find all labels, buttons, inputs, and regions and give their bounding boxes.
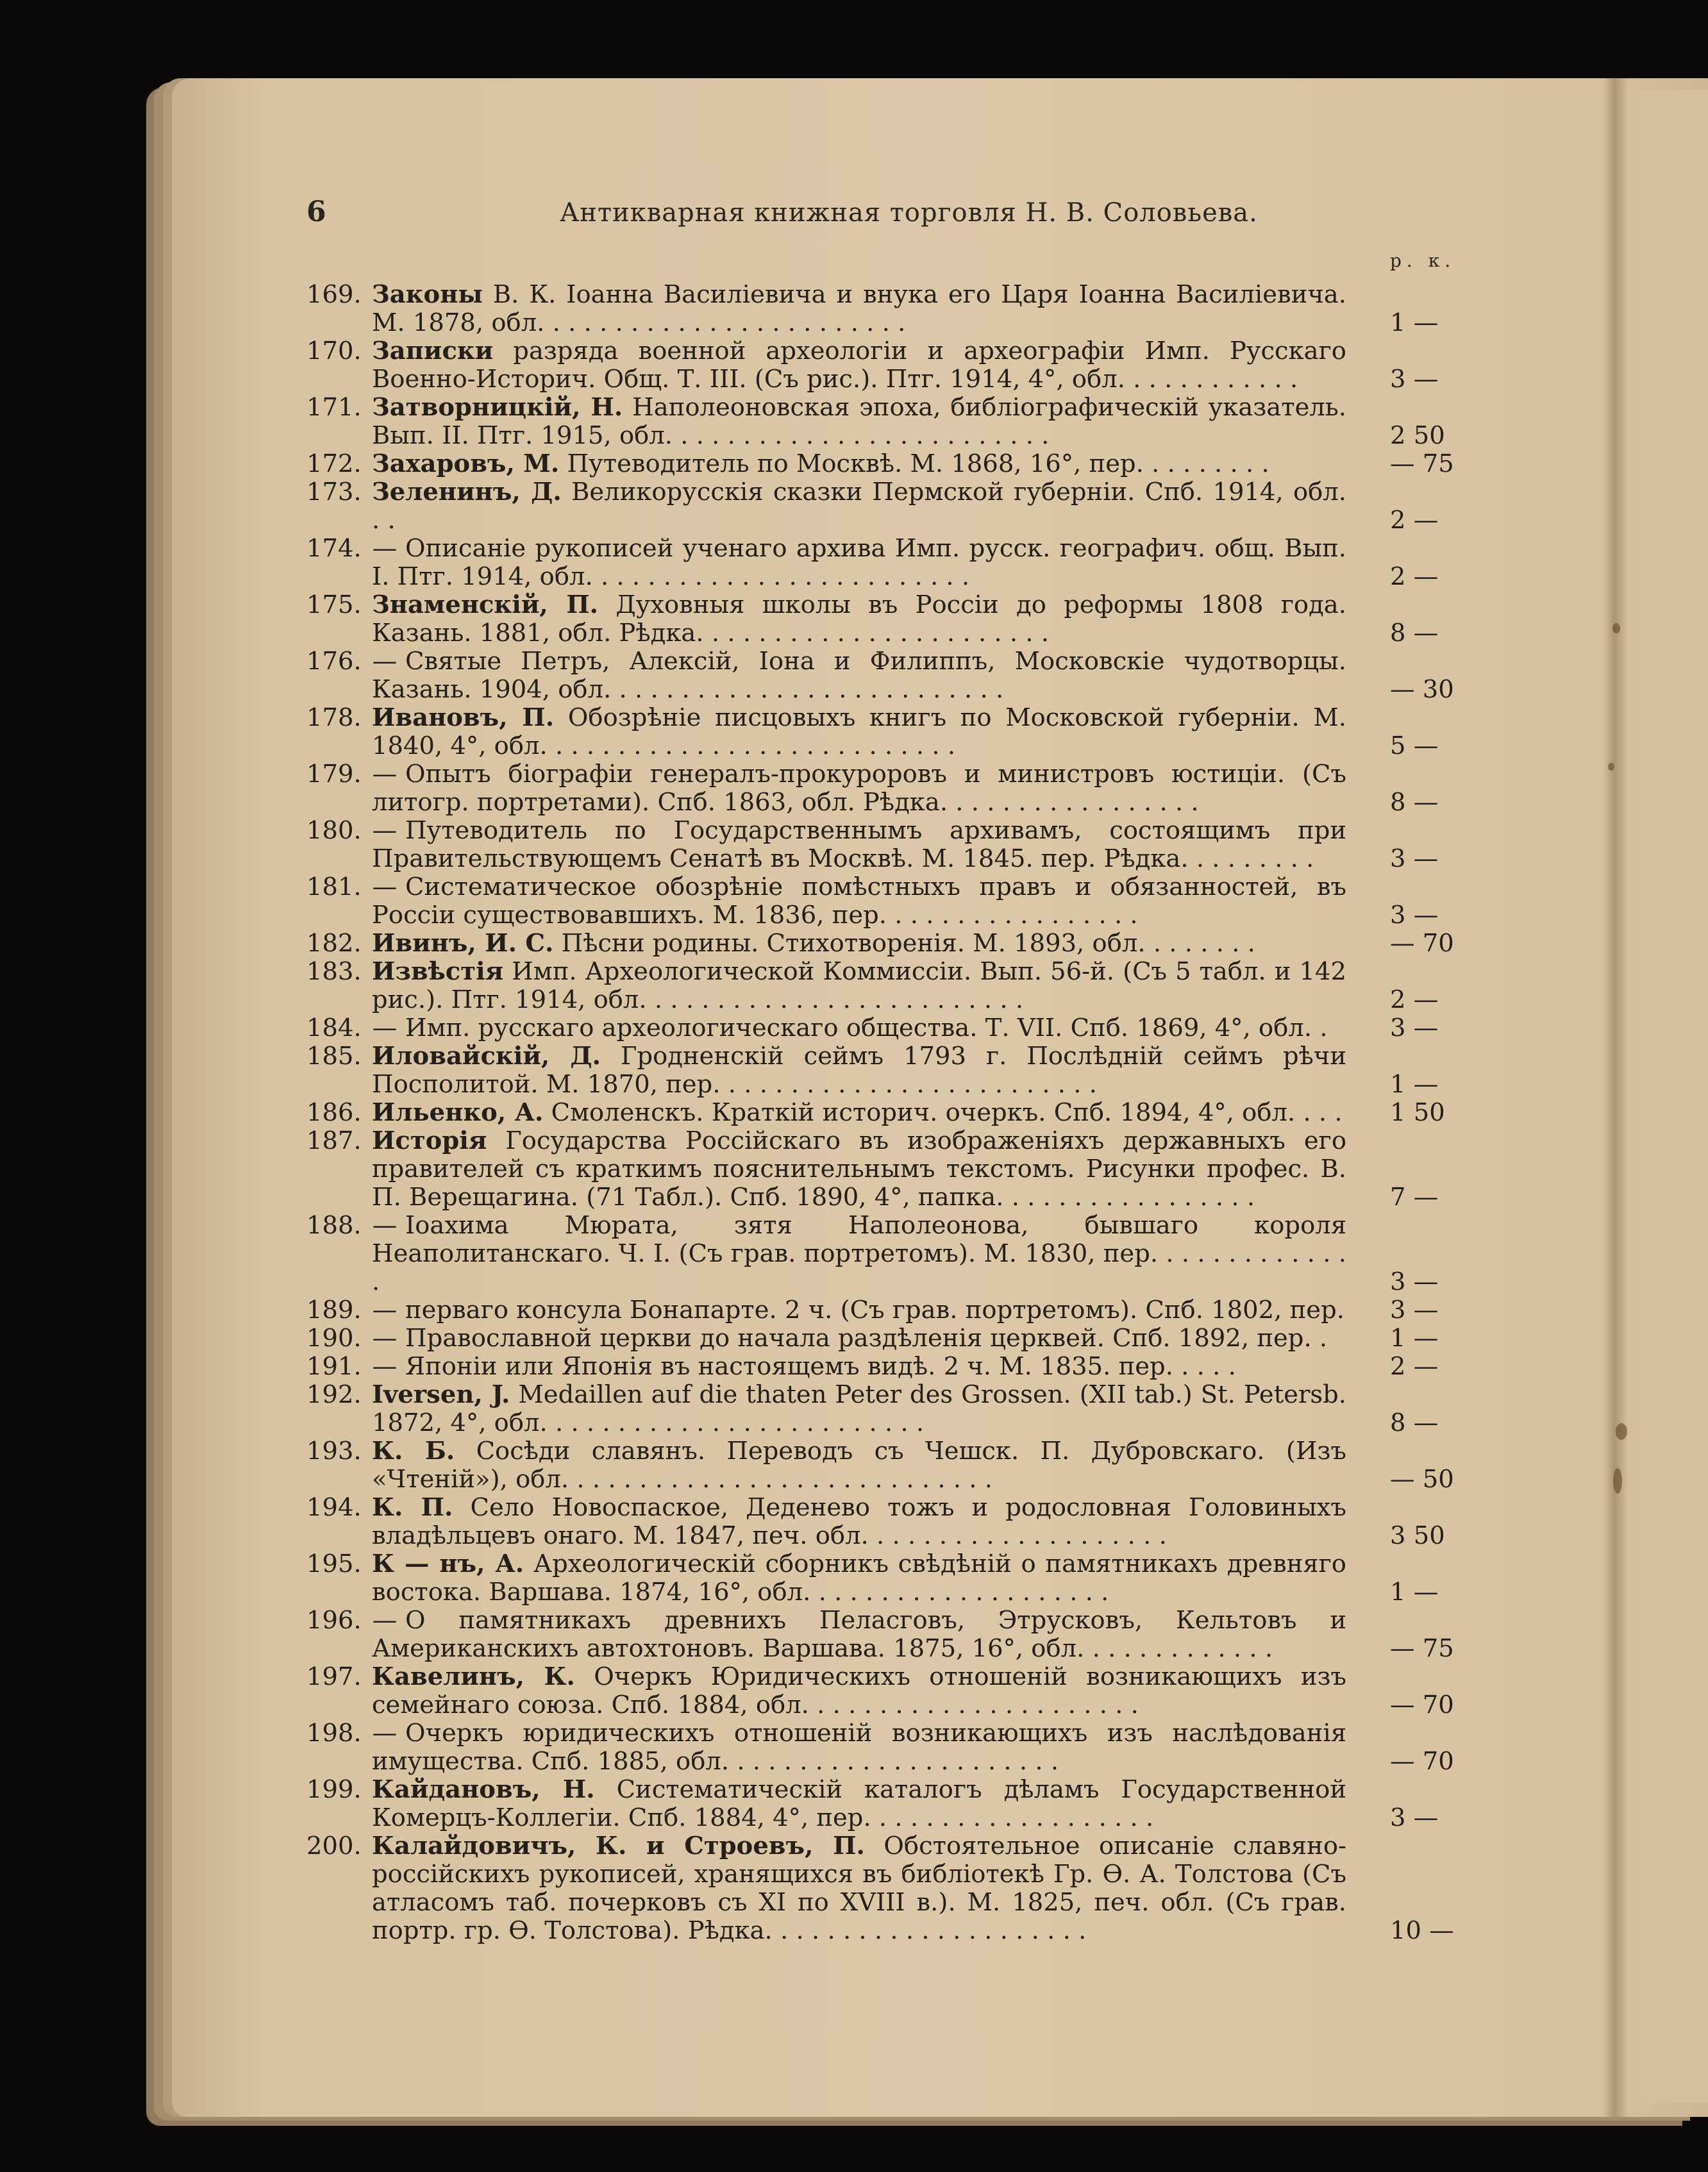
entry-price: 1 — [1390, 1070, 1439, 1099]
entry-price: 8 — [1390, 788, 1439, 817]
entry-price: 1 — [1390, 1578, 1439, 1607]
entry-price: 8 — [1390, 1408, 1439, 1437]
entry-text [372, 817, 1346, 873]
ditto-dash: — [372, 1719, 398, 1748]
entry-number: 186. [306, 1098, 362, 1127]
entry-number: 195. [306, 1550, 362, 1578]
entry-description: Обозрѣніе писцовыхъ книгъ по Московской губерніи. М. 1840, 4°, обл. . . . . . . . . . . . . . . . . . . . . . . . . . . [372, 703, 1346, 760]
catalog-entry [306, 1494, 1461, 1550]
page-gutter [1603, 78, 1628, 2117]
entry-text [372, 958, 1346, 1014]
entry-description: Село Новоспаское, Деденево тожъ и родословная Головиныхъ владѣльцевъ онаго. М. 1847, печ. обл. . . . . . . . . . . . . . . . . . . . [372, 1493, 1347, 1550]
entry-number: 175. [306, 590, 362, 619]
entry-author: Ильенко, А. [372, 1098, 544, 1127]
entry-number: 188. [306, 1211, 362, 1240]
ditto-dash: — [372, 816, 398, 845]
entry-price: 1 — [1390, 308, 1439, 337]
entry-text [372, 535, 1346, 591]
entry-text [372, 281, 1346, 337]
catalog-entry [306, 817, 1461, 873]
entry-description: Путеводитель по Государственнымъ архивамъ, состоящимъ при Правительствующемъ Сенатѣ въ Москвѣ. М. 1845. пер. Рѣдка. . . . . . . . . [372, 816, 1346, 873]
entry-description: Православной церкви до начала раздѣленія церквей. Спб. 1892, пер. . [405, 1324, 1328, 1353]
entry-price: 7 — [1390, 1183, 1439, 1212]
page-stain [1612, 623, 1620, 633]
catalog-entry [306, 1353, 1461, 1381]
catalog-entry [306, 1776, 1461, 1832]
entry-author: Иловайскій, Д. [372, 1042, 601, 1071]
entry-description: Наполеоновская эпоха, библіографическій указатель. Вып. II. Птг. 1915, обл. . . . . . . . . . . . . . . . . . . . . . . . . [372, 393, 1347, 450]
entry-text [372, 478, 1346, 535]
entry-number: 199. [306, 1775, 362, 1804]
entry-text [372, 1663, 1346, 1719]
ditto-dash: — [372, 760, 398, 789]
entry-description: Гродненскій сеймъ 1793 г. Послѣдній сеймъ рѣчи Посполитой. М. 1870, пер. . . . . . . . . . . . . . . . . . . . . . . . . [372, 1042, 1347, 1099]
entry-description: Путеводитель по Москвѣ. М. 1868, 16°, пер. . . . . . . . . [559, 449, 1269, 478]
entry-price: 3 — [1390, 1803, 1439, 1832]
entry-author: К — нъ, А. [372, 1550, 524, 1578]
entry-author: Зеленинъ, Д. [372, 478, 562, 506]
entry-price: 3 — [1390, 901, 1439, 930]
entry-text [372, 1212, 1346, 1296]
catalog-entries [306, 281, 1461, 1945]
entry-price: — 70 [1390, 1747, 1454, 1776]
entry-text [372, 1381, 1346, 1437]
entry-number: 196. [306, 1606, 362, 1635]
catalog-entry [306, 760, 1461, 817]
catalog-entry [306, 450, 1461, 478]
entry-text [372, 1719, 1346, 1776]
entry-description: О памятникахъ древнихъ Пеласговъ, Этрусковъ, Кельтовъ и Американскихъ автохтоновъ. Варшава. 1875, 16°, обл. . . . . . . . . . . . . [372, 1606, 1346, 1663]
entry-text [372, 873, 1346, 930]
entry-number: 198. [306, 1719, 362, 1748]
entry-number: 181. [306, 873, 362, 901]
entry-text [372, 930, 1346, 958]
entry-number: 194. [306, 1493, 362, 1522]
catalog-entry [306, 704, 1461, 760]
entry-text [372, 394, 1346, 450]
entry-text [372, 1324, 1346, 1353]
entry-price: 1 50 [1390, 1098, 1445, 1127]
catalog-entry [306, 1550, 1461, 1607]
entry-price: 2 — [1390, 562, 1439, 591]
ditto-dash: — [372, 1211, 398, 1240]
entry-author: Iversen, J. [372, 1380, 510, 1409]
catalog-entry [306, 1437, 1461, 1494]
catalog-entry [306, 337, 1461, 394]
ditto-dash: — [372, 1606, 398, 1635]
page-stain [1616, 1423, 1627, 1440]
entry-description: В. К. Іоанна Василіевича и внука его Царя Іоанна Василіевича. М. 1878, обл. . . . . . . . . . . . . . . . . . . . . . . . [372, 280, 1346, 337]
entry-price: — 75 [1390, 449, 1454, 478]
entry-description: Систематическій каталогъ дѣламъ Государственной Комерцъ-Коллегіи. Спб. 1884, 4°, пер. . . . . . . . . . . . . . . . . . . [372, 1775, 1346, 1832]
catalog-entry [306, 930, 1461, 958]
entry-text [372, 591, 1346, 647]
catalog-entry [306, 1014, 1461, 1042]
entry-author: Захаровъ, М. [372, 449, 560, 478]
entry-number: 179. [306, 760, 362, 789]
catalog-entry [306, 1663, 1461, 1719]
entry-description: Опытъ біографіи генералъ-прокуроровъ и министровъ юстиціи. (Съ литогр. портретами). Спб. 1863, обл. Рѣдка. . . . . . . . . . . . . . . . . [372, 760, 1346, 817]
entry-number: 176. [306, 647, 362, 676]
entry-text [372, 1296, 1346, 1324]
page-stain [1608, 763, 1614, 771]
entry-number: 184. [306, 1014, 362, 1042]
entry-price: 2 — [1390, 985, 1439, 1014]
entry-number: 200. [306, 1832, 362, 1860]
entry-text [372, 450, 1346, 478]
entry-number: 185. [306, 1042, 362, 1071]
ditto-dash: — [372, 1352, 398, 1381]
running-head [306, 196, 1364, 234]
entry-text [372, 1550, 1346, 1607]
entry-text [372, 1127, 1346, 1212]
entry-price: 3 — [1390, 365, 1439, 394]
entry-price: 2 — [1390, 506, 1439, 535]
entry-number: 183. [306, 957, 362, 986]
catalog-entry [306, 535, 1461, 591]
entry-price: 3 — [1390, 1267, 1439, 1296]
ditto-dash: — [372, 1324, 398, 1353]
entry-description: Очеркъ Юридическихъ отношеній возникающихъ изъ семейнаго союза. Спб. 1884, обл. . . . . . . . . . . . . . . . . . . . . . [372, 1662, 1346, 1719]
entry-number: 182. [306, 929, 362, 958]
page-stain [1613, 1468, 1622, 1494]
catalog-entry [306, 1832, 1461, 1945]
catalog-entry [306, 1127, 1461, 1212]
entry-number: 189. [306, 1296, 362, 1324]
entry-text [372, 1607, 1346, 1663]
entry-description: Сосѣди славянъ. Переводъ съ Чешск. П. Дубровскаго. (Изъ «Чтеній»), обл. . . . . . . . . . . . . . . . . . . . . . . . . . . . [372, 1437, 1346, 1494]
entry-price: 3 50 [1390, 1521, 1445, 1550]
entry-author: Записки [372, 337, 494, 365]
entry-author: Ивановъ, П. [372, 703, 555, 732]
entry-description: Духовныя школы въ Россіи до реформы 1808 года. Казань. 1881, обл. Рѣдка. . . . . . . . . . . . . . . . . . . . . . . [372, 590, 1346, 647]
entry-author: Извѣстія [372, 957, 504, 986]
entry-number: 172. [306, 449, 362, 478]
entry-author: К. Б. [372, 1437, 455, 1466]
entry-number: 197. [306, 1662, 362, 1691]
price-column-header: р. к. [1390, 250, 1456, 271]
entry-price: — 30 [1390, 675, 1454, 704]
entry-description: разряда военной археологіи и археографіи Имп. Русскаго Военно-Историч. Общ. Т. III. (Съ рис.). Птг. 1914, 4°, обл. . . . . . . . . . . . [372, 337, 1346, 394]
entry-author: Знаменскій, П. [372, 590, 599, 619]
entry-description: перваго консула Бонапарте. 2 ч. (Съ грав. портретомъ). Спб. 1802, пер. [405, 1296, 1344, 1324]
entry-description: Систематическое обозрѣніе помѣстныхъ правъ и обязанностей, въ Россіи существовавшихъ. М. 1836, пер. . . . . . . . . . . . . . . . . [372, 873, 1346, 930]
entry-description: Смоленскъ. Краткій историч. очеркъ. Спб. 1894, 4°, обл. . . . [543, 1098, 1343, 1127]
entry-description: Очеркъ юридическихъ отношеній возникающихъ изъ наслѣдованія имущества. Спб. 1885, обл. . . . . . . . . . . . . . . . . . . . . . [372, 1719, 1346, 1776]
ditto-dash: — [372, 1296, 398, 1324]
entry-price: — 75 [1390, 1634, 1454, 1663]
entry-description: Имп. Археологической Коммиссіи. Вып. 56-й. (Съ 5 табл. и 142 рис.). Птг. 1914, обл. . . . . . . . . . . . . . . . . . . . . . . . . [372, 957, 1346, 1014]
page-number: 6 [306, 196, 326, 228]
entry-text [372, 1494, 1346, 1550]
entry-text [372, 337, 1346, 394]
entry-description: Японіи или Японія въ настоящемъ видѣ. 2 ч. М. 1835. пер. . . . . [405, 1352, 1236, 1381]
entry-text [372, 1832, 1346, 1945]
ditto-dash: — [372, 647, 398, 676]
entry-description: Археологическій сборникъ свѣдѣній о памятникахъ древняго востока. Варшава. 1874, 16°, обл. . . . . . . . . . . . . . . . . . . . [372, 1550, 1346, 1607]
entry-number: 171. [306, 393, 362, 422]
entry-text [372, 760, 1346, 817]
entry-number: 169. [306, 280, 362, 309]
catalog-entry [306, 1381, 1461, 1437]
entry-text [372, 1353, 1346, 1381]
catalog-entry [306, 873, 1461, 930]
entry-author: Кайдановъ, Н. [372, 1775, 595, 1804]
entry-number: 192. [306, 1380, 362, 1409]
entry-text [372, 704, 1346, 760]
entry-text [372, 1042, 1346, 1099]
entry-text [372, 1776, 1346, 1832]
facing-page-edge [1641, 90, 1708, 2103]
entry-author: Ивинъ, И. С. [372, 929, 554, 958]
entry-price: 2 — [1390, 1352, 1439, 1381]
entry-author: Калайдовичъ, К. и Строевъ, П. [372, 1832, 865, 1860]
entry-number: 187. [306, 1126, 362, 1155]
catalog-entry [306, 958, 1461, 1014]
catalog-entry [306, 1719, 1461, 1776]
entry-description: Пѣсни родины. Стихотворенія. М. 1893, обл. . . . . . . . [553, 929, 1255, 958]
catalog-entry [306, 591, 1461, 647]
catalog-entry [306, 394, 1461, 450]
entry-description: Іоахима Мюрата, зятя Наполеонова, бывшаго короля Неаполитанскаго. Ч. I. (Съ грав. портретомъ). М. 1830, пер. . . . . . . . . . . . . . [372, 1211, 1346, 1296]
entry-number: 178. [306, 703, 362, 732]
entry-text [372, 1099, 1346, 1127]
entry-text [372, 1014, 1346, 1042]
ditto-dash: — [372, 873, 398, 901]
entry-number: 174. [306, 534, 362, 563]
catalog-entry [306, 1099, 1461, 1127]
entry-number: 173. [306, 478, 362, 506]
entry-number: 193. [306, 1437, 362, 1466]
entry-author: Исторія [372, 1126, 487, 1155]
catalog-entry [306, 647, 1461, 704]
entry-author: К. П. [372, 1493, 453, 1522]
page-header-title: Антикварная книжная торговля Н. В. Соловьева. [560, 198, 1258, 228]
catalog-entry [306, 281, 1461, 337]
entry-number: 190. [306, 1324, 362, 1353]
entry-text [372, 1437, 1346, 1494]
entry-description: Государства Россійскаго въ изображеніяхъ державныхъ его правителей съ краткимъ пояснительнымъ текстомъ. Рисунки профес. В. П. Верещагина. (71 Табл.). Спб. 1890, 4°, папка. . . . . . . . . . . . . . . . . [372, 1126, 1346, 1212]
entry-description: Описаніе рукописей ученаго архива Имп. русск. географич. общ. Вып. I. Птг. 1914, обл. . . . . . . . . . . . . . . . . . . . . . . . . [372, 534, 1346, 591]
entry-price: 1 — [1390, 1324, 1439, 1353]
catalog-entry [306, 478, 1461, 535]
entry-price: 3 — [1390, 844, 1439, 873]
catalog-entry [306, 1607, 1461, 1663]
catalog-entry [306, 1212, 1461, 1296]
entry-price: 3 — [1390, 1014, 1439, 1042]
entry-author: Кавелинъ, К. [372, 1662, 575, 1691]
ditto-dash: — [372, 534, 398, 563]
entry-price: 8 — [1390, 619, 1439, 647]
entry-author: Законы [372, 280, 483, 309]
entry-price: 3 — [1390, 1296, 1439, 1324]
entry-price: 10 — [1390, 1916, 1454, 1945]
entry-number: 180. [306, 816, 362, 845]
entry-description: Великорусскія сказки Пермской губерніи. Спб. 1914, обл. . . [372, 478, 1347, 535]
entry-price: 5 — [1390, 731, 1439, 760]
entry-description: Обстоятельное описаніе славяно-россійскихъ рукописей, хранящихся въ библіотекѣ Гр. Ѳ. А. Толстова (Съ атласомъ таб. почерковъ съ XI по XVIII в.). М. 1825, печ. обл. (Съ грав. портр. гр. Ѳ. Толстова). Рѣдка. . . . . . . . . . . . . . . . . . . . . [372, 1832, 1347, 1945]
entry-price: — 50 [1390, 1465, 1454, 1494]
catalog-entry [306, 1296, 1461, 1324]
catalog-entry [306, 1042, 1461, 1099]
entry-description: Имп. русскаго археологическаго общества. Т. VII. Спб. 1869, 4°, обл. . [405, 1014, 1328, 1042]
entry-description: Medaillen auf die thaten Peter des Grossen. (XII tab.) St. Petersb. 1872, 4°, обл. . . . . . . . . . . . . . . . . . . . . . . . . [372, 1380, 1346, 1437]
entry-text [372, 647, 1346, 704]
entry-number: 191. [306, 1352, 362, 1381]
ditto-dash: — [372, 1014, 398, 1042]
entry-price: 2 50 [1390, 421, 1445, 450]
catalog-entry [306, 1324, 1461, 1353]
entry-price: — 70 [1390, 1691, 1454, 1719]
entry-number: 170. [306, 337, 362, 365]
entry-author: Затворницкій, Н. [372, 393, 623, 422]
entry-price: — 70 [1390, 929, 1454, 958]
entry-description: Святые Петръ, Алексій, Іона и Филиппъ, Московскіе чудотворцы. Казань. 1904, обл. . . . . . . . . . . . . . . . . . . . . . . . . . [372, 647, 1346, 704]
